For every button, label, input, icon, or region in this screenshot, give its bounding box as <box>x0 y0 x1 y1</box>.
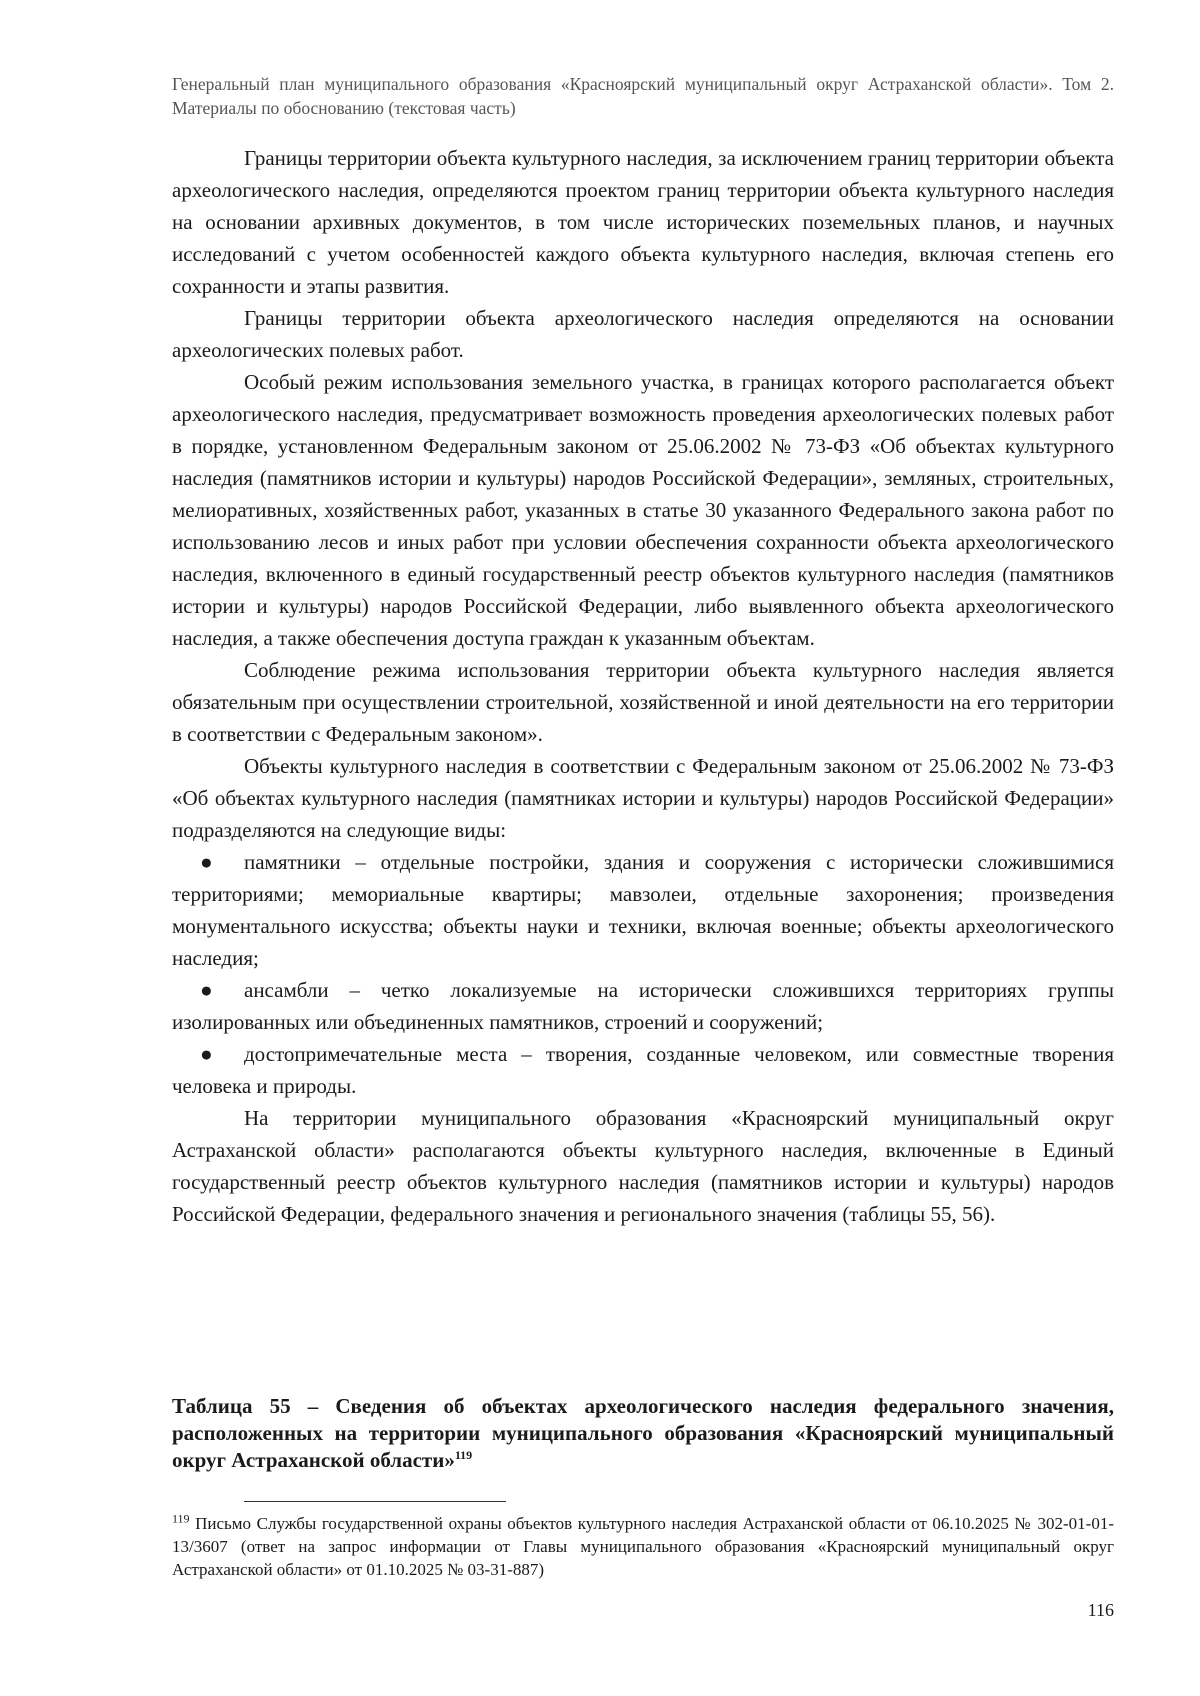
footnote-text: Письмо Службы государственной охраны объектов культурного наследия Астраханской области от 06.10.2025 № 302-01-01-13/3607 (ответ на запрос информации от Главы муниципального образования «Красноярский муниципальный округ Астраханской области» от 01.10.2025 № 03-31-887) <box>172 1514 1114 1579</box>
paragraph: Соблюдение режима использования территории объекта культурного наследия является обязательным при осуществлении строительной, хозяйственной и иной деятельности на его территории в соответствии с Федеральным законом». <box>172 658 1114 746</box>
paragraph: Особый режим использования земельного участка, в границах которого располагается объект археологического наследия, предусматривает возможность проведения археологических полевых работ в порядке, установленном Федеральным законом от 25.06.2002 № 73-ФЗ «Об объектах культурного наследия (памятников истории и культуры) народов Российской Федерации», земляных, строительных, мелиоративных, хозяйственных работ, указанных в статье 30 указанного Федерального закона работ по использованию лесов и иных работ при условии обеспечения сохранности объекта археологического наследия, включенного в единый государственный реестр объектов культурного наследия (памятников истории и культуры) народов Российской Федерации, либо выявленного объекта археологического наследия, а также обеспечения доступа граждан к указанным объектам. <box>172 370 1114 650</box>
list-item <box>172 974 1114 1038</box>
page-number: 116 <box>1087 1600 1114 1620</box>
table-caption-text: Таблица 55 – Сведения об объектах археологического наследия федерального значения, расположенных на территории муниципального образования «Красноярский муниципальный округ Астраханской области» <box>172 1394 1114 1472</box>
footnote-reference[interactable]: 119 <box>454 1448 473 1462</box>
list-item <box>172 846 1114 974</box>
bullet-icon: ● <box>200 978 213 1002</box>
bullet-icon: ● <box>200 1042 213 1066</box>
paragraph: Границы территории объекта археологического наследия определяются на основании археологических полевых работ. <box>172 306 1114 362</box>
list-item-text: достопримечательные места – творения, созданные человеком, или совместные творения человека и природы. <box>172 1042 1114 1098</box>
paragraph: Объекты культурного наследия в соответствии с Федеральным законом от 25.06.2002 № 73-ФЗ «Об объектах культурного наследия (памятниках истории и культуры) народов Российской Федерации» подразделяются на следующие виды: <box>172 754 1114 842</box>
footnote-divider <box>244 1501 506 1502</box>
table-caption <box>172 1393 1114 1474</box>
paragraph: Границы территории объекта культурного наследия, за исключением границ территории объекта археологического наследия, определяются проектом границ территории объекта культурного наследия на основании архивных документов, в том числе исторических поземельных планов, и научных исследований с учетом особенностей каждого объекта культурного наследия, включая степень его сохранности и этапы развития. <box>172 146 1114 298</box>
running-header: Генеральный план муниципального образования «Красноярский муниципальный округ Астраханской области». Том 2. Материалы по обоснованию (текстовая часть) <box>172 74 1114 118</box>
footnote-number: 119 <box>172 1511 190 1526</box>
bullet-icon: ● <box>200 850 213 874</box>
paragraph: На территории муниципального образования «Красноярский муниципальный округ Астраханской области» располагаются объекты культурного наследия, включенные в Единый государственный реестр объектов культурного наследия (памятников истории и культуры) народов Российской Федерации, федерального значения и регионального значения (таблицы 55, 56). <box>172 1106 1114 1226</box>
list-item-text: памятники – отдельные постройки, здания и сооружения с исторически сложившимися территориями; мемориальные квартиры; мавзолеи, отдельные захоронения; произведения монументального искусства; объекты науки и техники, включая военные; объекты археологического наследия; <box>172 850 1114 970</box>
footnote <box>172 1512 1114 1581</box>
bullet-list <box>172 846 1114 1102</box>
list-item <box>172 1038 1114 1102</box>
body-text <box>172 142 1114 1230</box>
list-item-text: ансамбли – четко локализуемые на исторически сложившихся территориях группы изолированных или объединенных памятников, строений и сооружений; <box>172 978 1114 1034</box>
